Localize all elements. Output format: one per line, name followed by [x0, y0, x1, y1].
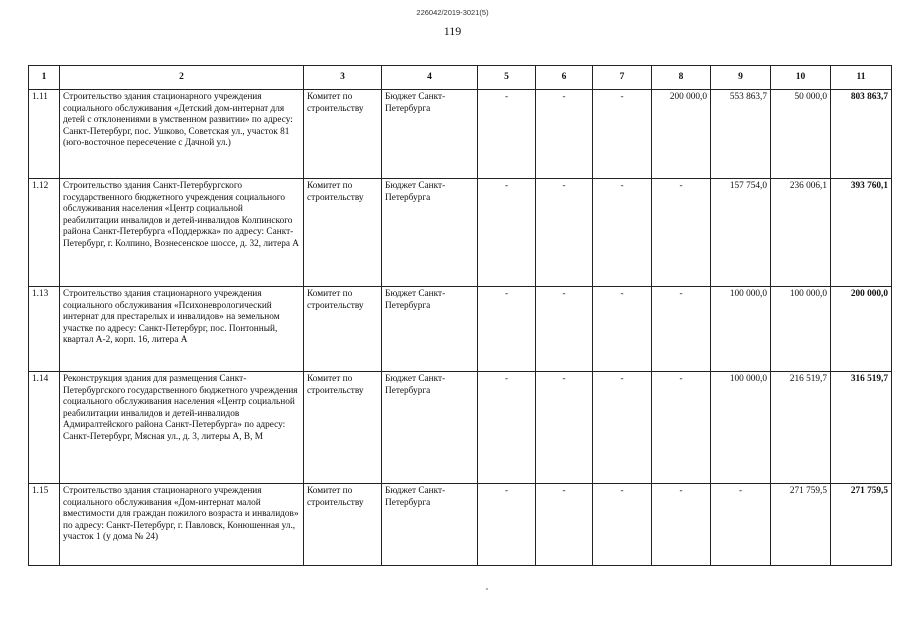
- project-name: Строительство здания стационарного учреждения социального обслуживания «Детский дом-интернат для детей с отклонениями в умственном развитии» по адресу: Санкт-Петербург, пос. Ушково, Советская ул., участок 81 (юго-восточное пересечение с Дачной ул.): [60, 90, 304, 179]
- cell-col-7: -: [593, 372, 652, 484]
- executor: Комитет по строительству: [304, 484, 382, 566]
- cell-col-10: 100 000,0: [771, 287, 831, 372]
- cell-col-8: -: [652, 179, 711, 287]
- header-col-2: 2: [60, 66, 304, 90]
- table-header-row: [29, 66, 892, 90]
- funding-source: Бюджет Санкт-Петербурга: [382, 179, 478, 287]
- header-col-7: 7: [593, 66, 652, 90]
- budget-table: [28, 65, 892, 566]
- project-name: Строительство здания стационарного учреждения социального обслуживания «Психоневрологический интернат для престарелых и инвалидов» на земельном участке по адресу: Санкт-Петербург, пос. Понтонный, квартал А-2, корп. 16, литера А: [60, 287, 304, 372]
- cell-total: 271 759,5: [831, 484, 892, 566]
- cell-col-10: 271 759,5: [771, 484, 831, 566]
- table-row: [29, 90, 892, 179]
- cell-col-5: -: [478, 287, 536, 372]
- header-col-3: 3: [304, 66, 382, 90]
- cell-col-8: -: [652, 372, 711, 484]
- cell-col-7: -: [593, 484, 652, 566]
- header-col-6: 6: [536, 66, 593, 90]
- cell-col-9: -: [711, 484, 771, 566]
- executor: Комитет по строительству: [304, 372, 382, 484]
- document-code: 226042/2019-3021(5): [416, 8, 489, 17]
- header-col-11: 11: [831, 66, 892, 90]
- cell-col-6: -: [536, 372, 593, 484]
- row-number: 1.11: [29, 90, 60, 179]
- funding-source: Бюджет Санкт-Петербурга: [382, 372, 478, 484]
- row-number: 1.12: [29, 179, 60, 287]
- table-row: [29, 179, 892, 287]
- page-number: 119: [443, 24, 462, 38]
- cell-col-10: 236 006,1: [771, 179, 831, 287]
- cell-col-5: -: [478, 179, 536, 287]
- executor: Комитет по строительству: [304, 179, 382, 287]
- header-col-5: 5: [478, 66, 536, 90]
- cell-col-7: -: [593, 90, 652, 179]
- cell-col-10: 216 519,7: [771, 372, 831, 484]
- cell-col-5: -: [478, 372, 536, 484]
- cell-total: 200 000,0: [831, 287, 892, 372]
- cell-col-5: -: [478, 90, 536, 179]
- executor: Комитет по строительству: [304, 90, 382, 179]
- row-number: 1.15: [29, 484, 60, 566]
- funding-source: Бюджет Санкт-Петербурга: [382, 287, 478, 372]
- scan-speck: [486, 588, 488, 590]
- cell-col-7: -: [593, 287, 652, 372]
- cell-col-8: -: [652, 484, 711, 566]
- header-col-9: 9: [711, 66, 771, 90]
- row-number: 1.14: [29, 372, 60, 484]
- row-number: 1.13: [29, 287, 60, 372]
- cell-col-6: -: [536, 90, 593, 179]
- table-row: [29, 287, 892, 372]
- header-col-8: 8: [652, 66, 711, 90]
- funding-source: Бюджет Санкт-Петербурга: [382, 90, 478, 179]
- funding-source: Бюджет Санкт-Петербурга: [382, 484, 478, 566]
- cell-col-9: 100 000,0: [711, 372, 771, 484]
- header-col-4: 4: [382, 66, 478, 90]
- cell-col-9: 553 863,7: [711, 90, 771, 179]
- table-row: [29, 484, 892, 566]
- cell-col-7: -: [593, 179, 652, 287]
- cell-col-8: 200 000,0: [652, 90, 711, 179]
- header-col-10: 10: [771, 66, 831, 90]
- cell-total: 393 760,1: [831, 179, 892, 287]
- cell-col-9: 100 000,0: [711, 287, 771, 372]
- project-name: Реконструкция здания для размещения Санкт-Петербургского государственного бюджетного учреждения социального обслуживания населения «Центр социальной реабилитации инвалидов и детей-инвалидов Адмиралтейского района Санкт-Петербурга» по адресу: Санкт-Петербург, Мясная ул., д. 3, литеры А, В, М: [60, 372, 304, 484]
- cell-total: 803 863,7: [831, 90, 892, 179]
- cell-col-9: 157 754,0: [711, 179, 771, 287]
- table-row: [29, 372, 892, 484]
- project-name: Строительство здания стационарного учреждения социального обслуживания «Дом-интернат малой вместимости для граждан пожилого возраста и инвалидов» по адресу: Санкт-Петербург, г. Павловск, Конюшенная ул., участок 1 (у дома № 24): [60, 484, 304, 566]
- cell-col-6: -: [536, 179, 593, 287]
- cell-col-5: -: [478, 484, 536, 566]
- cell-total: 316 519,7: [831, 372, 892, 484]
- cell-col-8: -: [652, 287, 711, 372]
- cell-col-6: -: [536, 287, 593, 372]
- header-col-1: 1: [29, 66, 60, 90]
- executor: Комитет по строительству: [304, 287, 382, 372]
- cell-col-6: -: [536, 484, 593, 566]
- cell-col-10: 50 000,0: [771, 90, 831, 179]
- project-name: Строительство здания Санкт-Петербургского государственного бюджетного учреждения социального обслуживания населения «Центр социальной реабилитации инвалидов и детей-инвалидов Колпинского района Санкт-Петербурга «Поддержка» по адресу: Санкт-Петербург, г. Колпино, Вознесенское шоссе, д. 32, литера А: [60, 179, 304, 287]
